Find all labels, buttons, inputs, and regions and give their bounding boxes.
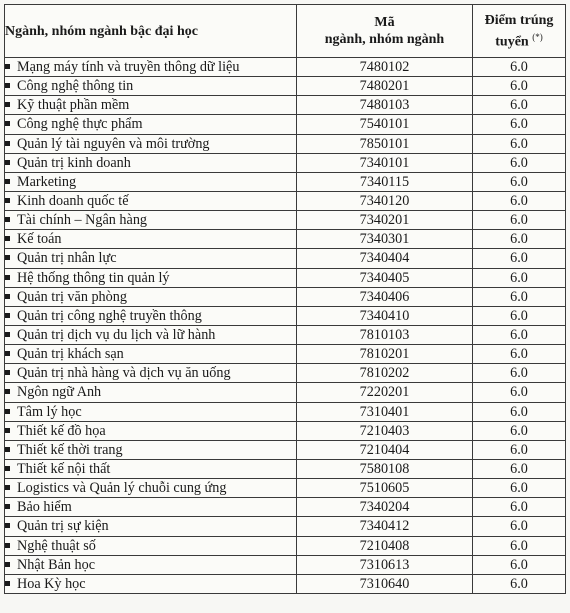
admission-score-cell: 6.0: [473, 268, 566, 287]
table-row: [5, 134, 566, 153]
major-name: Thiết kế thời trang: [17, 441, 123, 458]
admission-score-cell: 6.0: [473, 287, 566, 306]
major-name: Ngôn ngữ Anh: [17, 384, 102, 401]
table-row: [5, 115, 566, 134]
table-row: [5, 268, 566, 287]
square-bullet-icon: [5, 409, 10, 414]
table-row: [5, 306, 566, 325]
table-row: [5, 383, 566, 402]
square-bullet-icon: [5, 102, 10, 107]
square-bullet-icon: [5, 389, 10, 394]
admission-score-cell: 6.0: [473, 421, 566, 440]
table-row: [5, 325, 566, 344]
major-code-cell: 7340406: [297, 287, 473, 306]
major-name: Quản trị kinh doanh: [17, 154, 131, 171]
major-cell: [5, 536, 297, 555]
table-row: [5, 517, 566, 536]
table-row: [5, 191, 566, 210]
major-cell: [5, 191, 297, 210]
admission-score-cell: 6.0: [473, 345, 566, 364]
major-cell: [5, 134, 297, 153]
admission-score-cell: 6.0: [473, 77, 566, 96]
score-header-line1: Điểm trúng: [484, 12, 554, 28]
square-bullet-icon: [5, 179, 10, 184]
major-code-cell: 7210404: [297, 440, 473, 459]
major-header-text: Ngành, nhóm ngành bậc đại học: [5, 23, 198, 39]
major-name: Công nghệ thực phẩm: [17, 116, 143, 133]
major-cell: [5, 230, 297, 249]
major-cell: [5, 249, 297, 268]
admission-score-cell: 6.0: [473, 325, 566, 344]
admission-score-cell: 6.0: [473, 172, 566, 191]
score-header-line2-wrap: [473, 29, 565, 51]
major-name: Quản trị nhà hàng và dịch vụ ăn uống: [17, 365, 231, 382]
square-bullet-icon: [5, 313, 10, 318]
major-name: Hệ thống thông tin quản lý: [17, 269, 170, 286]
table-row: [5, 96, 566, 115]
major-code-cell: 7340301: [297, 230, 473, 249]
table-header-row: [5, 5, 566, 58]
square-bullet-icon: [5, 83, 10, 88]
admission-score-cell: 6.0: [473, 249, 566, 268]
major-code-cell: 7810201: [297, 345, 473, 364]
square-bullet-icon: [5, 121, 10, 126]
major-code-cell: 7810103: [297, 325, 473, 344]
major-cell: [5, 58, 297, 77]
table-row: [5, 211, 566, 230]
table-row: [5, 574, 566, 593]
table-row: [5, 172, 566, 191]
admission-score-cell: 6.0: [473, 479, 566, 498]
major-code-cell: 7210408: [297, 536, 473, 555]
major-cell: [5, 345, 297, 364]
major-code-cell: 7310613: [297, 555, 473, 574]
admission-score-cell: 6.0: [473, 498, 566, 517]
major-name: Quản trị khách sạn: [17, 346, 124, 363]
major-code-cell: 7340120: [297, 191, 473, 210]
major-name: Nghệ thuật số: [17, 537, 96, 554]
square-bullet-icon: [5, 428, 10, 433]
score-header-line2: tuyển: [495, 34, 529, 50]
major-name: Quản trị sự kiện: [17, 518, 109, 535]
code-column-header: [297, 5, 473, 58]
major-code-cell: 7340115: [297, 172, 473, 191]
major-cell: [5, 383, 297, 402]
major-name: Thiết kế nội thất: [17, 461, 111, 478]
admission-score-cell: 6.0: [473, 555, 566, 574]
major-code-cell: 7810202: [297, 364, 473, 383]
major-cell: [5, 459, 297, 478]
admission-score-cell: 6.0: [473, 306, 566, 325]
major-name: Quản trị công nghệ truyền thông: [17, 307, 202, 324]
square-bullet-icon: [5, 543, 10, 548]
score-column-header: [473, 5, 566, 58]
major-name: Quản trị dịch vụ du lịch và lữ hành: [17, 327, 216, 344]
major-cell: [5, 555, 297, 574]
major-cell: [5, 211, 297, 230]
square-bullet-icon: [5, 198, 10, 203]
major-code-cell: 7850101: [297, 134, 473, 153]
admission-score-cell: 6.0: [473, 58, 566, 77]
major-code-cell: 7480201: [297, 77, 473, 96]
square-bullet-icon: [5, 217, 10, 222]
major-cell: [5, 77, 297, 96]
major-code-cell: 7540101: [297, 115, 473, 134]
major-code-cell: 7480103: [297, 96, 473, 115]
major-cell: [5, 498, 297, 517]
major-name: Marketing: [17, 173, 77, 190]
major-name: Tâm lý học: [17, 403, 82, 420]
major-code-cell: 7340101: [297, 153, 473, 172]
major-code-cell: 7310401: [297, 402, 473, 421]
square-bullet-icon: [5, 255, 10, 260]
square-bullet-icon: [5, 485, 10, 490]
major-cell: [5, 574, 297, 593]
admission-score-cell: 6.0: [473, 459, 566, 478]
major-name: Quản trị văn phòng: [17, 288, 127, 305]
major-code-cell: 7340404: [297, 249, 473, 268]
major-cell: [5, 287, 297, 306]
code-header-line1: Mã: [374, 15, 395, 30]
major-name: Logistics và Quản lý chuỗi cung ứng: [17, 480, 227, 497]
major-cell: [5, 268, 297, 287]
table-row: [5, 421, 566, 440]
major-code-cell: 7480102: [297, 58, 473, 77]
admission-score-cell: 6.0: [473, 536, 566, 555]
major-name: Nhật Bản học: [17, 556, 96, 573]
table-body: [5, 58, 566, 594]
major-code-cell: 7340412: [297, 517, 473, 536]
major-code-cell: 7310640: [297, 574, 473, 593]
square-bullet-icon: [5, 370, 10, 375]
table-row: [5, 440, 566, 459]
square-bullet-icon: [5, 64, 10, 69]
major-cell: [5, 364, 297, 383]
major-name: Kinh doanh quốc tế: [17, 193, 129, 210]
major-code-cell: 7340201: [297, 211, 473, 230]
square-bullet-icon: [5, 581, 10, 586]
code-header-line2: ngành, nhóm ngành: [324, 32, 445, 47]
table-row: [5, 402, 566, 421]
admission-score-cell: 6.0: [473, 191, 566, 210]
major-cell: [5, 172, 297, 191]
admissions-score-table: [4, 4, 566, 594]
square-bullet-icon: [5, 466, 10, 471]
square-bullet-icon: [5, 504, 10, 509]
major-name: Công nghệ thông tin: [17, 78, 134, 95]
major-cell: [5, 440, 297, 459]
admission-score-cell: 6.0: [473, 115, 566, 134]
admission-score-cell: 6.0: [473, 153, 566, 172]
square-bullet-icon: [5, 294, 10, 299]
table-row: [5, 249, 566, 268]
major-code-cell: 7580108: [297, 459, 473, 478]
major-cell: [5, 479, 297, 498]
major-name: Quản trị nhân lực: [17, 250, 117, 267]
major-cell: [5, 402, 297, 421]
table-row: [5, 345, 566, 364]
square-bullet-icon: [5, 275, 10, 280]
major-code-cell: 7340410: [297, 306, 473, 325]
admission-score-cell: 6.0: [473, 211, 566, 230]
table-row: [5, 287, 566, 306]
admission-score-cell: 6.0: [473, 383, 566, 402]
admission-score-cell: 6.0: [473, 402, 566, 421]
table-row: [5, 479, 566, 498]
square-bullet-icon: [5, 562, 10, 567]
admission-score-cell: 6.0: [473, 364, 566, 383]
major-name: Tài chính – Ngân hàng: [17, 212, 148, 229]
major-code-cell: 7340204: [297, 498, 473, 517]
major-code-cell: 7510605: [297, 479, 473, 498]
table-row: [5, 364, 566, 383]
major-cell: [5, 96, 297, 115]
major-name: Bảo hiểm: [17, 499, 72, 516]
table-row: [5, 536, 566, 555]
table-row: [5, 498, 566, 517]
major-cell: [5, 517, 297, 536]
major-cell: [5, 325, 297, 344]
major-name: Hoa Kỳ học: [17, 575, 86, 592]
major-cell: [5, 153, 297, 172]
major-code-cell: 7210403: [297, 421, 473, 440]
table-row: [5, 555, 566, 574]
admission-score-cell: 6.0: [473, 96, 566, 115]
square-bullet-icon: [5, 160, 10, 165]
table-row: [5, 459, 566, 478]
major-name: Thiết kế đồ họa: [17, 422, 106, 439]
admission-score-cell: 6.0: [473, 134, 566, 153]
major-column-header: [5, 5, 297, 58]
major-name: Mạng máy tính và truyền thông dữ liệu: [17, 59, 240, 76]
admission-score-cell: 6.0: [473, 230, 566, 249]
table-row: [5, 77, 566, 96]
admission-score-cell: 6.0: [473, 517, 566, 536]
major-code-cell: 7220201: [297, 383, 473, 402]
major-name: Quản lý tài nguyên và môi trường: [17, 135, 210, 152]
major-cell: [5, 306, 297, 325]
table-row: [5, 153, 566, 172]
major-name: Kỹ thuật phần mềm: [17, 97, 130, 114]
square-bullet-icon: [5, 523, 10, 528]
admission-score-cell: 6.0: [473, 574, 566, 593]
major-cell: [5, 115, 297, 134]
table-row: [5, 230, 566, 249]
table-row: [5, 58, 566, 77]
square-bullet-icon: [5, 351, 10, 356]
square-bullet-icon: [5, 447, 10, 452]
major-code-cell: 7340405: [297, 268, 473, 287]
major-cell: [5, 421, 297, 440]
square-bullet-icon: [5, 236, 10, 241]
admission-score-cell: 6.0: [473, 440, 566, 459]
major-name: Kế toán: [17, 231, 62, 248]
square-bullet-icon: [5, 141, 10, 146]
score-footnote-marker: (*): [532, 31, 543, 42]
square-bullet-icon: [5, 332, 10, 337]
